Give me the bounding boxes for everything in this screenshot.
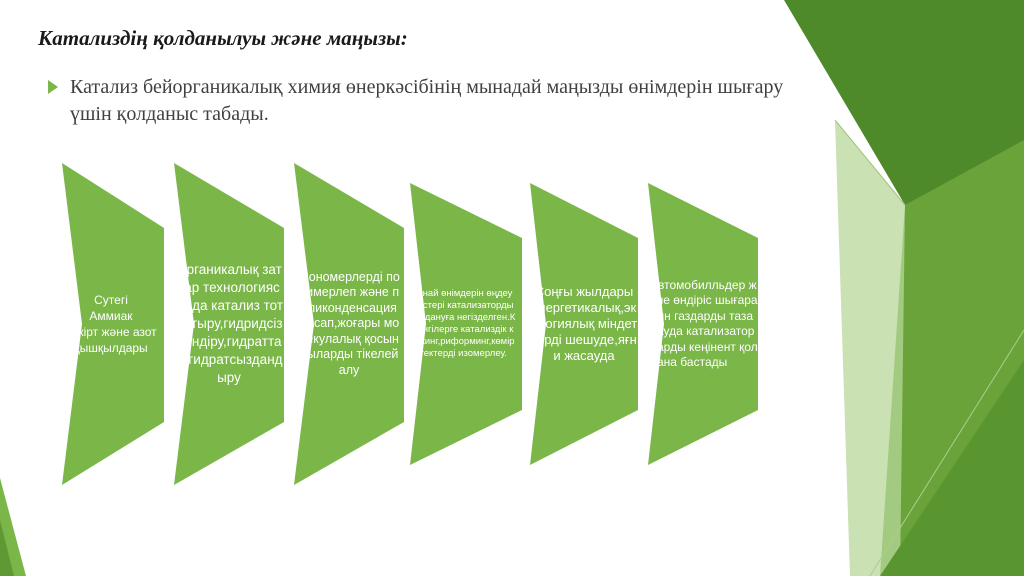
bullet-text: Катализ бейорганикалық химия өнеркәсібінің мынадай маңызды өнімдерін шығару үшін қолданыс табады. (70, 76, 784, 125)
process-step-2 (174, 163, 284, 485)
right-decor-pale (835, 120, 905, 576)
process-step-3 (294, 163, 404, 485)
bullet-arrow-icon (48, 80, 58, 94)
process-step-text: Мономерлерді полимерлеп және поликонденсация жасап,жоғары молекулалық қосындыларды тікелей алу (298, 269, 400, 377)
process-step-5 (530, 183, 638, 465)
process-step-1 (62, 163, 164, 485)
process-step-text: Сутегі Аммиак Күкірт және азот қышқылдары (65, 293, 157, 355)
process-step-text: Автомобилльдер және өндіріс шығаратын газдарды тазалауда катализаторларды кеңінент қолдана бастады (650, 277, 758, 369)
process-step-text: Мұнай өнімдерін өңдеу әдістері катализаторды қолдануға негізделген.Кейінгілерге катализдік крекинг,риформинг,көмірсутектерді изомерлеу. (410, 288, 516, 359)
process-step-text: Соңғы жылдары энергетикалық,экологиялық міндеттерді шешуде,яғни жасауда (530, 284, 638, 363)
process-step-text: Органикалық заттар технологиясында катализ тотықтыру,гидридсіздендіру,гидраттау, гидратсыздандыру (174, 262, 284, 385)
process-step-6 (648, 183, 758, 465)
bullet-item (70, 74, 810, 128)
process-step-4 (410, 183, 522, 465)
slide-title: Катализдің қолданылуы және маңызы: (38, 26, 408, 50)
